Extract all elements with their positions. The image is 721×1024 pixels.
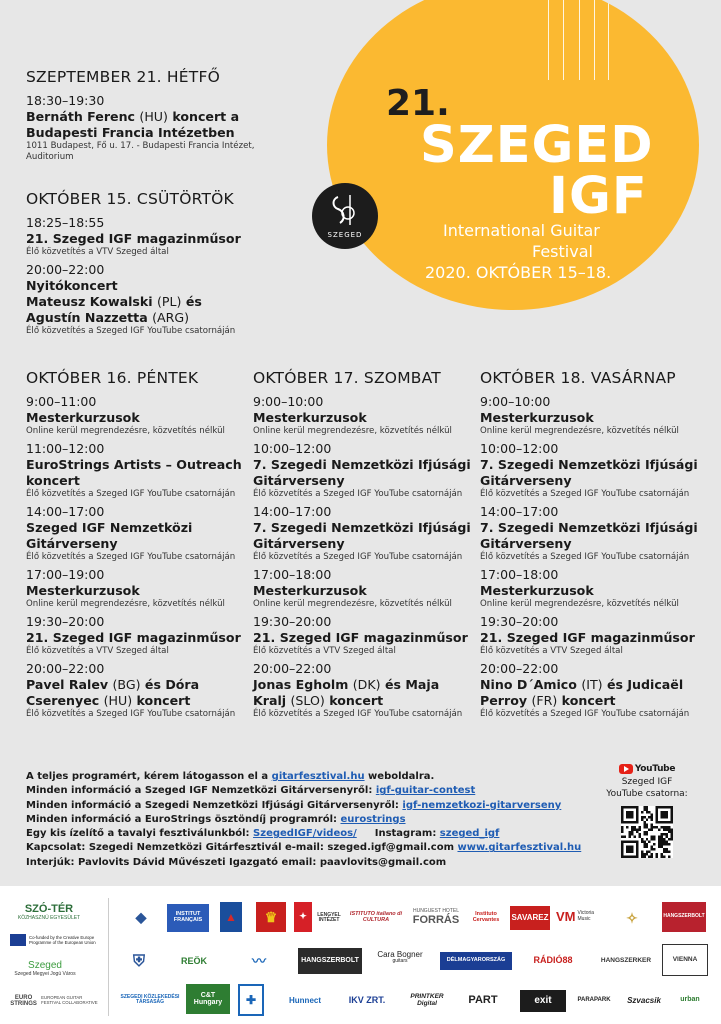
event-note: Élő közvetítés a Szeged IGF YouTube csatornáján (480, 489, 690, 500)
country-code: (DK) (352, 677, 381, 693)
logo-subtext: HUNGUEST HOTEL (412, 908, 459, 915)
event-time: 18:25–18:55 (26, 215, 105, 231)
info-text: weboldalra. (368, 771, 435, 782)
event-title: 21. Szeged IGF magazinműsor (480, 630, 695, 646)
event-performers (480, 677, 706, 693)
hero-title-szeged: SZEGED (420, 116, 654, 175)
event-title: 21. Szeged IGF magazinműsor (26, 231, 241, 247)
logo-text: Cara Bogner (377, 950, 423, 960)
spain-crest-icon: ♛ (256, 902, 286, 932)
event-note: Élő közvetítés a Szeged IGF YouTube csatornáján (26, 709, 236, 720)
exit-logo: exit (520, 990, 566, 1012)
logo-subtext: EUROPEAN GUITAR FESTIVAL COLLABORATIVE (41, 995, 98, 1005)
vienna-logo: VIENNA (662, 944, 708, 976)
event-item (480, 661, 706, 720)
guitar-string-line (548, 0, 549, 80)
conjunction: és (185, 294, 202, 310)
sponsor-divider (108, 898, 109, 1016)
event-time: 19:30–20:00 (253, 614, 332, 630)
event-note: 1011 Budapest, Fő u. 17. - Budapesti Francia Intézet, (26, 141, 255, 152)
event-title: 21. Szeged IGF magazinműsor (26, 630, 241, 646)
event-note: Élő közvetítés a Szeged IGF YouTube csatornáján (26, 552, 236, 563)
info-line: Interjúk: Pavlovits Dávid Művészeti Igazgató email: paavlovits@gmail.com (26, 856, 447, 868)
day-heading: OKTÓBER 17. SZOMBAT (253, 369, 441, 387)
radio88-logo: RÁDIÓ88 (533, 955, 573, 966)
hero-subtitle-line2: Festival (532, 242, 593, 261)
event-time: 9:00–11:00 (26, 394, 97, 410)
hero-dates: 2020. OKTÓBER 15–18. (425, 263, 612, 282)
hero-subtitle-line1: International Guitar (443, 221, 600, 240)
event-note: Élő közvetítés a Szeged IGF YouTube csatornáján (480, 709, 690, 720)
event-title: 7. Szegedi Nemzetközi Ifjúsági (253, 520, 471, 536)
event-performers-line2 (253, 693, 475, 709)
logo-text: VM (556, 909, 576, 925)
info-text: A teljes programért, kérem látogasson el a (26, 771, 269, 782)
country-code: (BG) (112, 677, 141, 693)
logo-text: SZÓ-TÉR (24, 903, 74, 916)
event-performers-line2 (26, 310, 316, 326)
day-block-sep21 (26, 69, 316, 167)
day-block-oct15 (26, 191, 316, 341)
event-time: 20:00–22:00 (253, 661, 332, 677)
event-time: 17:00–18:00 (253, 567, 332, 583)
event-time: 9:00–10:00 (480, 394, 551, 410)
performer-name: Jonas Egholm (253, 677, 349, 693)
forras-hotel-logo (412, 902, 460, 934)
logo-text: EURO STRINGS (10, 994, 37, 1007)
event-performers (26, 677, 248, 693)
performer-name: Bernáth Ferenc (26, 109, 136, 125)
hero-title-igf: IGF (549, 167, 648, 226)
skt-logo: SZEGEDI KÖZLEKEDÉSI TÁRSASÁG (120, 993, 180, 1005)
youtube-logo[interactable] (606, 762, 688, 776)
event-item (26, 567, 248, 610)
event-title: Mesterkurzusok (26, 410, 140, 426)
qr-code-icon[interactable] (621, 806, 673, 858)
youtube-play-icon (619, 764, 633, 774)
logo-word: SZEGED (327, 231, 363, 239)
event-title: 7. Szegedi Nemzetközi Ifjúsági (480, 520, 698, 536)
cara-bogner-logo (368, 942, 432, 974)
event-item (480, 394, 706, 437)
bridge-logo: 〰 (252, 952, 266, 969)
ministry-logo: ◆ (135, 908, 147, 925)
hangszerker-logo: HANGSZERKER (600, 956, 652, 964)
logo-subtext: guitars (392, 958, 408, 965)
istituto-italiano-logo: ISTITUTO italiano di CULTURA (349, 911, 403, 923)
performer-name: Mateusz Kowalski (26, 294, 153, 310)
info-line (26, 841, 586, 855)
day-heading: OKTÓBER 16. PÉNTEK (26, 369, 199, 387)
event-time: 14:00–17:00 (253, 504, 332, 520)
slovenia-crest-icon: ▲ (220, 902, 242, 932)
event-performers-line2 (480, 693, 706, 709)
info-text: Minden információ a EuroStrings ösztöndíj programról: (26, 813, 338, 825)
event-item (480, 614, 706, 657)
event-note: Online kerül megrendezésre, közvetítés nélkül (480, 599, 679, 610)
instagram-label: Instagram: (374, 828, 437, 840)
guitar-string-line (579, 0, 580, 80)
hangszerbolt-top-logo: HANGSZERBOLT (662, 902, 706, 932)
logo-subtext: Victoria Music (577, 910, 595, 922)
event-time: 20:00–22:00 (26, 661, 105, 677)
logo-subtext: Szeged Megyei Jogú Város (14, 970, 76, 977)
performer-name: Pavel Ralev (26, 677, 109, 693)
event-time: 20:00–22:00 (26, 262, 105, 278)
day-heading: OKTÓBER 15. CSÜTÖRTÖK (26, 190, 234, 208)
logo-text: Szeged (28, 960, 62, 971)
event-title-line2: Gitárverseny (253, 473, 345, 489)
guitar-string-line (608, 0, 609, 80)
event-title: Nyitókoncert (26, 278, 118, 294)
event-performers (26, 294, 316, 310)
info-text: Minden információ a Szeged IGF Nemzetközi Gitárversenyről: (26, 785, 373, 797)
event-time: 18:30–19:30 (26, 93, 105, 109)
performer-name: Perroy (480, 693, 528, 709)
country-code: (SLO) (290, 693, 325, 709)
event-item (253, 441, 475, 500)
conjunction: és Judicaël (606, 677, 684, 693)
sponsor-bar (0, 886, 721, 1024)
event-note: Élő közvetítés a Szeged IGF YouTube csatornáján (26, 489, 236, 500)
event-time: 14:00–17:00 (480, 504, 559, 520)
conjunction: és Maja (384, 677, 440, 693)
lengyel-intezet-logo: LENGYEL INTÉZET (317, 911, 341, 923)
event-item (26, 93, 316, 163)
instagram-link[interactable]: szeged_igf (439, 828, 500, 840)
day-column-oct17 (253, 370, 475, 724)
conjunction: és Dóra (144, 677, 200, 693)
event-item (26, 394, 248, 437)
logo-subtext: Co-funded by the Creative Europe Programme of the European Union (29, 935, 96, 945)
hunnect-logo: Hunnect (289, 995, 321, 1005)
event-time: 17:00–18:00 (480, 567, 559, 583)
event-note-line2: Auditorium (26, 152, 74, 163)
event-title-line2: Budapesti Francia Intézetben (26, 125, 235, 141)
event-title: Mesterkurzusok (480, 583, 594, 599)
event-note: Élő közvetítés a VTV Szeged által (253, 646, 396, 657)
videos-link[interactable]: SzegedIGF/videos/ (253, 828, 357, 840)
country-code: (HU) (139, 109, 168, 125)
event-item (26, 441, 248, 500)
event-time: 10:00–12:00 (480, 441, 559, 457)
event-item (253, 567, 475, 610)
ikv-logo: IKV ZRT. (348, 995, 386, 1006)
event-note: Online kerül megrendezésre, közvetítés nélkül (26, 599, 225, 610)
savarez-logo: SAVAREZ (510, 906, 550, 930)
event-title-line2: Gitárverseny (26, 536, 118, 552)
szeged-city-logo (10, 958, 80, 980)
event-note: Élő közvetítés a VTV Szeged által (26, 646, 169, 657)
event-title: 7. Szegedi Nemzetközi Ifjúsági (253, 457, 471, 473)
event-item (253, 504, 475, 563)
website-link[interactable]: gitarfesztival.hu (271, 771, 365, 782)
event-title: Mesterkurzusok (26, 583, 140, 599)
event-note: Élő közvetítés a Szeged IGF YouTube csatornáján (253, 489, 463, 500)
youtube-caption-line2: YouTube csatorna: (606, 789, 688, 799)
event-note: Online kerül megrendezésre, közvetítés nélkül (253, 599, 452, 610)
guitar-string-line (594, 0, 595, 80)
edition-number: 21. (386, 83, 450, 124)
event-note: Élő közvetítés a Szeged IGF YouTube csatornáján (253, 709, 463, 720)
event-note: Élő közvetítés a Szeged IGF YouTube csatornáján (253, 552, 463, 563)
event-title: 21. Szeged IGF magazinműsor (253, 630, 468, 646)
event-title: EuroStrings Artists – Outreach (26, 457, 242, 473)
homepage-link[interactable]: www.gitarfesztival.hu (457, 842, 582, 854)
event-time: 9:00–10:00 (253, 394, 324, 410)
event-item (253, 394, 475, 437)
event-time: 17:00–19:00 (26, 567, 105, 583)
logo-text: FORRÁS (412, 913, 460, 926)
event-item (480, 567, 706, 610)
event-note: Online kerül megrendezésre, közvetítés nélkül (480, 426, 679, 437)
event-title: Mesterkurzusok (253, 583, 367, 599)
instituto-cervantes-logo: Instituto Cervantes (472, 911, 500, 923)
urban-logo: urban (680, 996, 700, 1004)
guitar-string-line (563, 0, 564, 80)
performer-name: Agustín Nazzetta (26, 310, 148, 326)
info-text: Egy kis ízelítő a tavalyi fesztiválunkból: (26, 828, 250, 840)
info-section (26, 770, 586, 870)
eu-flag-icon (10, 934, 26, 946)
info-line (26, 799, 586, 813)
eu-text-logo (29, 932, 101, 950)
event-note: Élő közvetítés a VTV Szeged által (26, 247, 169, 258)
szvacsik-logo: Szvacsik (627, 995, 661, 1005)
event-item (480, 504, 706, 563)
event-item (26, 504, 248, 563)
event-suffix: koncert (136, 693, 191, 709)
printker-logo: PRINTKER Digital (410, 993, 444, 1007)
delmagyar-logo: DÉLMAGYARORSZÁG (440, 952, 512, 970)
event-title-line2: koncert (26, 473, 80, 489)
award-logo: ✧ (626, 909, 638, 926)
event-time: 20:00–22:00 (480, 661, 559, 677)
event-title-line2: Gitárverseny (480, 536, 572, 552)
contact-text: Kapcsolat: Szegedi Nemzetközi Gitárfesztivál e-mail: szeged.igf@gmail.com (26, 842, 454, 854)
event-title: Szeged IGF Nemzetközi (26, 520, 193, 536)
event-title (26, 109, 316, 125)
reok-logo: REÖK (180, 956, 207, 967)
part-logo: PART (468, 994, 498, 1007)
event-time: 14:00–17:00 (26, 504, 105, 520)
day-heading: SZEPTEMBER 21. HÉTFŐ (26, 68, 220, 86)
day-heading: OKTÓBER 18. VASÁRNAP (480, 369, 676, 387)
info-line (26, 813, 586, 827)
hospital-logo: ✚ (238, 984, 264, 1016)
szeged-crest-icon: ⛨ (132, 952, 145, 970)
event-time: 19:30–20:00 (26, 614, 105, 630)
youtube-box (606, 762, 688, 858)
country-code: (PL) (157, 294, 182, 310)
day-column-oct18 (480, 370, 706, 724)
event-title-rest: koncert a (172, 109, 240, 125)
event-note: Online kerül megrendezésre, közvetítés nélkül (26, 426, 225, 437)
event-item (26, 215, 316, 258)
youtube-word: YouTube (634, 764, 676, 774)
parapark-logo: PARAPARK (577, 996, 611, 1003)
victoria-music-logo (556, 902, 606, 932)
country-code: (FR) (531, 693, 558, 709)
country-code: (ARG) (152, 310, 190, 326)
guitar-contest-link[interactable]: igf-guitar-contest (375, 785, 476, 797)
event-title-line2: Gitárverseny (480, 473, 572, 489)
event-note: Élő közvetítés a VTV Szeged által (480, 646, 623, 657)
festival-logo (312, 183, 378, 249)
event-note: Élő közvetítés a Szeged IGF YouTube csatornáján (26, 326, 236, 337)
eurostrings-logo (10, 990, 100, 1012)
event-item (253, 661, 475, 720)
event-performers-line2 (26, 693, 248, 709)
event-item (26, 661, 248, 720)
szoter-logo (10, 902, 88, 924)
country-code: (HU) (103, 693, 133, 709)
event-item (253, 614, 475, 657)
performer-name: Nino D´Amico (480, 677, 577, 693)
info-text: Minden információ a Szegedi Nemzetközi Ifjúsági Gitárversenyről: (26, 799, 399, 811)
event-item (26, 262, 316, 337)
event-performers (253, 677, 475, 693)
guitar-icon (326, 191, 364, 231)
ct-hungary-logo: C&T Hungary (186, 984, 230, 1014)
youtube-caption: Szeged IGF (621, 777, 673, 787)
event-item (26, 614, 248, 657)
info-line (26, 784, 586, 798)
youth-contest-link[interactable]: igf-nemzetkozi-gitarverseny (402, 799, 562, 811)
event-time: 10:00–12:00 (253, 441, 332, 457)
event-title: Mesterkurzusok (253, 410, 367, 426)
eurostrings-link[interactable]: eurostrings (340, 813, 406, 825)
poland-icon: ✦ (294, 902, 312, 932)
event-title: 7. Szegedi Nemzetközi Ifjúsági (480, 457, 698, 473)
day-column-oct16 (26, 370, 248, 724)
info-line (26, 827, 586, 841)
info-line (26, 770, 586, 784)
event-time: 11:00–12:00 (26, 441, 105, 457)
logo-subtext: KÖZHASZNÚ EGYESÜLET (17, 915, 81, 922)
event-title: Mesterkurzusok (480, 410, 594, 426)
country-code: (IT) (581, 677, 603, 693)
event-time: 19:30–20:00 (480, 614, 559, 630)
institut-francais-logo: INSTITUT FRANÇAIS (167, 904, 209, 932)
event-note: Online kerül megrendezésre, közvetítés nélkül (253, 426, 452, 437)
performer-name: Cserenyec (26, 693, 100, 709)
event-item (480, 441, 706, 500)
performer-name: Kralj (253, 693, 287, 709)
event-suffix: koncert (561, 693, 616, 709)
event-suffix: koncert (329, 693, 384, 709)
hangszerbolt-logo: HANGSZERBOLT (298, 948, 362, 974)
event-title-line2: Gitárverseny (253, 536, 345, 552)
event-note: Élő közvetítés a Szeged IGF YouTube csatornáján (480, 552, 690, 563)
